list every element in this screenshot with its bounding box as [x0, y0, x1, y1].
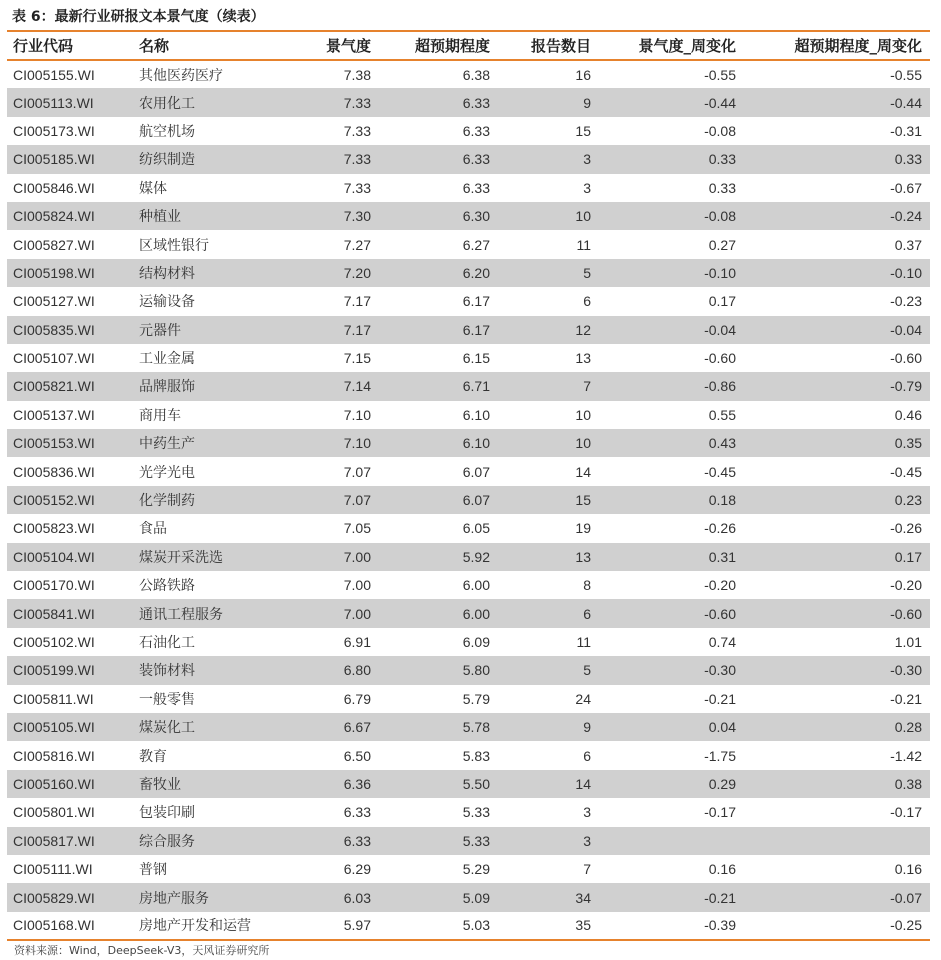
cell-sentiment: 6.80 — [283, 656, 379, 684]
cell-code: CI005152.WI — [7, 486, 133, 514]
table-row — [7, 486, 930, 514]
cell-sentiment: 7.33 — [343, 122, 371, 139]
cell-surprise-weekly-change: -0.60 — [890, 350, 922, 367]
cell-sentiment-weekly-change: -0.60 — [599, 599, 744, 627]
cell-surprise-weekly-change: -0.55 — [890, 66, 922, 83]
cell-sentiment: 6.67 — [283, 713, 379, 741]
cell-sentiment-weekly-change: 0.18 — [599, 486, 744, 514]
cell-code: CI005173.WI — [13, 122, 95, 139]
cell-sentiment-weekly-change: -0.04 — [599, 316, 744, 344]
cell-sentiment: 6.33 — [343, 804, 371, 821]
table-row — [7, 457, 930, 485]
cell-surprise: 6.33 — [379, 145, 498, 173]
cell-code: CI005824.WI — [7, 202, 133, 230]
cell-name: 装饰材料 — [133, 656, 283, 684]
cell-report-count: 3 — [583, 804, 591, 821]
industry-sentiment-table — [7, 30, 930, 941]
cell-name: 中药生产 — [133, 429, 283, 457]
table-row — [7, 287, 930, 315]
cell-surprise-weekly-change: 0.17 — [744, 543, 930, 571]
cell-report-count: 13 — [498, 543, 599, 571]
cell-sentiment: 5.97 — [283, 912, 379, 940]
cell-sentiment: 6.91 — [343, 634, 371, 650]
cell-sentiment-weekly-change: -0.17 — [704, 804, 736, 821]
cell-surprise-weekly-change: -0.04 — [744, 316, 930, 344]
cell-surprise-weekly-change: -0.31 — [890, 122, 922, 139]
cell-sentiment: 6.50 — [343, 747, 371, 764]
cell-name: 普钢 — [139, 862, 167, 879]
cell-name: 结构材料 — [133, 259, 283, 287]
cell-surprise: 5.50 — [379, 770, 498, 798]
cell-report-count: 9 — [498, 713, 599, 741]
cell-report-count: 10 — [575, 406, 591, 423]
table-header-row — [7, 31, 930, 60]
cell-report-count: 19 — [575, 520, 591, 537]
cell-surprise-weekly-change: -0.26 — [890, 520, 922, 537]
table-row — [7, 543, 930, 571]
header-name: 名称 — [133, 31, 283, 60]
cell-name: 航空机场 — [139, 123, 195, 140]
cell-name: 元器件 — [133, 316, 283, 344]
cell-sentiment-weekly-change: -0.45 — [704, 463, 736, 480]
cell-code: CI005801.WI — [13, 804, 95, 821]
cell-sentiment-weekly-change: 0.29 — [599, 770, 744, 798]
header-code: 行业代码 — [7, 31, 133, 60]
cell-surprise: 5.78 — [379, 713, 498, 741]
table-row — [7, 599, 930, 627]
cell-sentiment: 7.00 — [283, 543, 379, 571]
cell-surprise-weekly-change: -0.07 — [744, 883, 930, 911]
cell-name: 工业金属 — [139, 351, 195, 368]
cell-report-count: 10 — [498, 202, 599, 230]
cell-surprise-weekly-change: -0.79 — [744, 372, 930, 400]
cell-sentiment: 6.29 — [343, 861, 371, 878]
table-caption: 表 6：最新行业研报文本景气度（续表） — [12, 9, 265, 25]
cell-surprise: 6.09 — [462, 634, 490, 650]
cell-sentiment: 7.38 — [343, 66, 371, 83]
cell-name: 光学光电 — [139, 464, 195, 481]
cell-sentiment: 7.33 — [283, 145, 379, 173]
cell-code: CI005111.WI — [13, 861, 93, 878]
cell-sentiment: 7.33 — [343, 179, 371, 196]
cell-sentiment: 7.00 — [283, 599, 379, 627]
table-row — [7, 344, 930, 372]
cell-sentiment: 7.07 — [343, 463, 371, 480]
cell-report-count: 7 — [498, 372, 599, 400]
cell-name: 种植业 — [133, 202, 283, 230]
cell-surprise: 6.33 — [379, 88, 498, 116]
cell-surprise: 6.17 — [462, 293, 490, 310]
cell-sentiment-weekly-change: 0.33 — [599, 145, 744, 173]
cell-code: CI005827.WI — [13, 236, 95, 253]
cell-surprise-weekly-change: 0.16 — [894, 861, 922, 878]
cell-name: 综合服务 — [133, 827, 283, 855]
header-report-count: 报告数目 — [498, 31, 599, 60]
table-row — [7, 571, 930, 599]
cell-surprise-weekly-change: -0.23 — [890, 293, 922, 310]
cell-code: CI005102.WI — [13, 634, 95, 650]
cell-sentiment-weekly-change: -0.30 — [599, 656, 744, 684]
cell-surprise: 5.80 — [379, 656, 498, 684]
header-sentiment-weekly-change: 景气度_周变化 — [599, 31, 744, 60]
table-row — [7, 316, 930, 344]
cell-report-count: 11 — [576, 236, 591, 253]
cell-surprise-weekly-change: 0.28 — [744, 713, 930, 741]
table-row — [7, 685, 930, 713]
cell-sentiment-weekly-change: 0.55 — [708, 406, 736, 423]
cell-code: CI005816.WI — [13, 747, 95, 764]
cell-sentiment: 7.17 — [343, 293, 371, 310]
cell-name: 石油化工 — [139, 635, 195, 651]
cell-sentiment-weekly-change: 0.74 — [708, 634, 736, 650]
cell-sentiment: 7.10 — [343, 406, 371, 423]
cell-surprise: 6.07 — [462, 463, 490, 480]
cell-code: CI005153.WI — [7, 429, 133, 457]
cell-report-count: 3 — [498, 827, 599, 855]
cell-code: CI005185.WI — [7, 145, 133, 173]
cell-surprise: 5.33 — [379, 827, 498, 855]
cell-sentiment-weekly-change: -0.08 — [599, 202, 744, 230]
cell-code: CI005811.WI — [13, 690, 94, 707]
cell-sentiment: 7.10 — [283, 429, 379, 457]
cell-name: 畜牧业 — [133, 770, 283, 798]
cell-report-count: 3 — [498, 145, 599, 173]
cell-surprise-weekly-change: 0.37 — [894, 236, 922, 253]
cell-sentiment: 7.15 — [343, 350, 371, 367]
cell-sentiment-weekly-change: -0.39 — [599, 912, 744, 940]
cell-surprise-weekly-change: 0.38 — [744, 770, 930, 798]
table-row — [7, 741, 930, 769]
cell-sentiment: 7.14 — [283, 372, 379, 400]
header-sentiment: 景气度 — [283, 31, 379, 60]
cell-name: 农用化工 — [133, 88, 283, 116]
cell-surprise: 6.33 — [462, 122, 490, 139]
cell-sentiment: 7.05 — [343, 520, 371, 537]
table-row — [7, 401, 930, 429]
cell-sentiment-weekly-change: -0.21 — [599, 883, 744, 911]
cell-sentiment: 7.17 — [283, 316, 379, 344]
cell-surprise: 5.33 — [462, 804, 490, 821]
cell-sentiment-weekly-change: 0.31 — [599, 543, 744, 571]
cell-sentiment-weekly-change: -0.44 — [599, 88, 744, 116]
cell-code: CI005198.WI — [7, 259, 133, 287]
table-row — [7, 827, 930, 855]
cell-code: CI005155.WI — [13, 66, 95, 83]
cell-report-count: 15 — [575, 122, 591, 139]
cell-name: 品牌服饰 — [133, 372, 283, 400]
cell-code: CI005846.WI — [13, 179, 95, 196]
cell-sentiment-weekly-change: -0.86 — [599, 372, 744, 400]
cell-sentiment-weekly-change: 0.16 — [708, 861, 736, 878]
cell-surprise: 5.79 — [462, 690, 490, 707]
cell-code: CI005168.WI — [7, 912, 133, 940]
cell-code: CI005160.WI — [7, 770, 133, 798]
cell-code: CI005817.WI — [7, 827, 133, 855]
cell-sentiment-weekly-change: -0.10 — [599, 259, 744, 287]
cell-surprise-weekly-change: -0.21 — [890, 690, 922, 707]
cell-sentiment-weekly-change: -0.26 — [704, 520, 736, 537]
cell-surprise: 6.30 — [379, 202, 498, 230]
cell-surprise: 6.00 — [462, 577, 490, 594]
cell-surprise-weekly-change: -0.17 — [890, 804, 922, 821]
cell-sentiment-weekly-change: -0.21 — [704, 690, 736, 707]
cell-surprise: 6.27 — [462, 236, 490, 253]
cell-sentiment-weekly-change: 0.43 — [599, 429, 744, 457]
cell-code: CI005836.WI — [13, 463, 95, 480]
cell-report-count: 35 — [498, 912, 599, 940]
table-body — [7, 60, 930, 940]
cell-surprise-weekly-change: -0.45 — [890, 463, 922, 480]
header-surprise: 超预期程度 — [379, 31, 498, 60]
table-row — [7, 202, 930, 230]
cell-surprise-weekly-change: -0.25 — [744, 912, 930, 940]
cell-sentiment: 6.03 — [283, 883, 379, 911]
cell-sentiment-weekly-change: 0.17 — [708, 293, 736, 310]
table-row — [7, 429, 930, 457]
table-row — [7, 88, 930, 116]
cell-name: 商用车 — [139, 407, 181, 424]
cell-surprise-weekly-change: -0.67 — [890, 179, 922, 196]
cell-name: 公路铁路 — [139, 578, 195, 595]
cell-surprise-weekly-change: -1.42 — [890, 747, 922, 764]
cell-code: CI005829.WI — [7, 883, 133, 911]
cell-surprise: 6.10 — [462, 406, 490, 423]
cell-surprise: 6.15 — [462, 350, 490, 367]
cell-code: CI005107.WI — [13, 350, 95, 367]
cell-surprise-weekly-change: -0.20 — [890, 577, 922, 594]
cell-sentiment-weekly-change: -0.55 — [704, 66, 736, 83]
cell-sentiment: 6.36 — [283, 770, 379, 798]
cell-report-count: 24 — [575, 690, 591, 707]
cell-sentiment-weekly-change: 0.33 — [708, 179, 736, 196]
cell-report-count: 11 — [576, 634, 591, 650]
cell-report-count: 8 — [583, 577, 591, 594]
cell-surprise: 6.38 — [462, 66, 490, 83]
cell-report-count: 6 — [583, 293, 591, 310]
cell-surprise-weekly-change: 0.35 — [744, 429, 930, 457]
table-row — [7, 855, 930, 883]
cell-report-count: 14 — [575, 463, 591, 480]
table-row — [7, 883, 930, 911]
cell-code: CI005170.WI — [13, 577, 95, 594]
table-row — [7, 798, 930, 826]
cell-surprise-weekly-change: 0.33 — [744, 145, 930, 173]
cell-surprise-weekly-change: 0.46 — [894, 406, 922, 423]
cell-surprise-weekly-change — [744, 827, 930, 855]
cell-surprise-weekly-change: -0.10 — [744, 259, 930, 287]
cell-report-count: 9 — [498, 88, 599, 116]
cell-surprise: 5.29 — [462, 861, 490, 878]
table-row — [7, 770, 930, 798]
cell-surprise: 5.83 — [462, 747, 490, 764]
cell-report-count: 14 — [498, 770, 599, 798]
cell-name: 房地产开发和运营 — [133, 912, 283, 940]
cell-surprise: 6.71 — [379, 372, 498, 400]
cell-report-count: 12 — [498, 316, 599, 344]
table-row — [7, 259, 930, 287]
cell-surprise-weekly-change: -0.60 — [744, 599, 930, 627]
cell-report-count: 10 — [498, 429, 599, 457]
cell-report-count: 5 — [498, 259, 599, 287]
cell-name: 媒体 — [139, 180, 167, 197]
table-row — [7, 628, 930, 656]
cell-surprise-weekly-change: 1.01 — [894, 634, 922, 650]
cell-report-count: 13 — [575, 350, 591, 367]
table-row — [7, 145, 930, 173]
cell-sentiment: 6.79 — [343, 690, 371, 707]
table-row — [7, 372, 930, 400]
cell-code: CI005821.WI — [7, 372, 133, 400]
cell-report-count: 5 — [498, 656, 599, 684]
cell-sentiment-weekly-change: 0.27 — [708, 236, 736, 253]
cell-surprise: 5.92 — [379, 543, 498, 571]
cell-code: CI005104.WI — [7, 543, 133, 571]
cell-sentiment: 7.20 — [283, 259, 379, 287]
cell-name: 煤炭开采洗选 — [133, 543, 283, 571]
cell-name: 区域性银行 — [139, 237, 209, 254]
cell-name: 其他医药医疗 — [139, 67, 223, 84]
cell-surprise: 6.05 — [462, 520, 490, 537]
cell-surprise: 5.09 — [379, 883, 498, 911]
cell-sentiment-weekly-change: -1.75 — [704, 747, 736, 764]
cell-name: 包装印刷 — [139, 805, 195, 822]
cell-code: CI005113.WI — [7, 88, 133, 116]
cell-surprise-weekly-change: -0.30 — [744, 656, 930, 684]
cell-surprise: 6.17 — [379, 316, 498, 344]
cell-sentiment: 6.33 — [283, 827, 379, 855]
cell-sentiment-weekly-change: -0.60 — [704, 350, 736, 367]
cell-sentiment-weekly-change: -0.20 — [704, 577, 736, 594]
cell-surprise: 6.20 — [379, 259, 498, 287]
cell-name: 通讯工程服务 — [133, 599, 283, 627]
cell-surprise: 6.10 — [379, 429, 498, 457]
cell-report-count: 6 — [498, 599, 599, 627]
cell-sentiment: 7.27 — [343, 236, 371, 253]
cell-sentiment-weekly-change — [599, 827, 744, 855]
cell-code: CI005105.WI — [7, 713, 133, 741]
cell-sentiment: 7.07 — [283, 486, 379, 514]
cell-code: CI005835.WI — [7, 316, 133, 344]
cell-surprise: 5.03 — [379, 912, 498, 940]
table-row — [7, 912, 930, 940]
table-row — [7, 656, 930, 684]
cell-surprise-weekly-change: -0.24 — [744, 202, 930, 230]
cell-sentiment-weekly-change: 0.04 — [599, 713, 744, 741]
cell-name: 运输设备 — [139, 294, 195, 311]
cell-report-count: 34 — [498, 883, 599, 911]
cell-report-count: 7 — [583, 861, 591, 878]
cell-report-count: 15 — [498, 486, 599, 514]
table-row — [7, 174, 930, 202]
cell-code: CI005823.WI — [13, 520, 95, 537]
cell-name: 煤炭化工 — [133, 713, 283, 741]
table-row — [7, 60, 930, 88]
cell-surprise-weekly-change: 0.23 — [744, 486, 930, 514]
cell-code: CI005137.WI — [13, 406, 95, 423]
cell-sentiment: 7.00 — [343, 577, 371, 594]
cell-sentiment-weekly-change: -0.08 — [704, 122, 736, 139]
cell-surprise: 6.33 — [462, 179, 490, 196]
cell-name: 食品 — [139, 521, 167, 538]
cell-surprise: 6.00 — [379, 599, 498, 627]
cell-sentiment: 7.33 — [283, 88, 379, 116]
cell-name: 纺织制造 — [133, 145, 283, 173]
cell-name: 一般零售 — [139, 691, 195, 708]
cell-name: 教育 — [139, 748, 167, 765]
table-row — [7, 713, 930, 741]
cell-name: 化学制药 — [133, 486, 283, 514]
table-row — [7, 230, 930, 258]
cell-report-count: 6 — [583, 747, 591, 764]
cell-sentiment: 7.30 — [283, 202, 379, 230]
cell-code: CI005841.WI — [7, 599, 133, 627]
cell-report-count: 16 — [575, 66, 591, 83]
cell-name: 房地产服务 — [133, 883, 283, 911]
cell-surprise-weekly-change: -0.44 — [744, 88, 930, 116]
table-row — [7, 117, 930, 145]
table-row — [7, 514, 930, 542]
cell-report-count: 3 — [583, 179, 591, 196]
cell-code: CI005127.WI — [13, 293, 95, 310]
cell-surprise: 6.07 — [379, 486, 498, 514]
source-note: 资料来源：Wind，DeepSeek-V3，天风证券研究所 — [14, 944, 270, 957]
cell-code: CI005199.WI — [7, 656, 133, 684]
header-surprise-weekly-change: 超预期程度_周变化 — [744, 31, 930, 60]
